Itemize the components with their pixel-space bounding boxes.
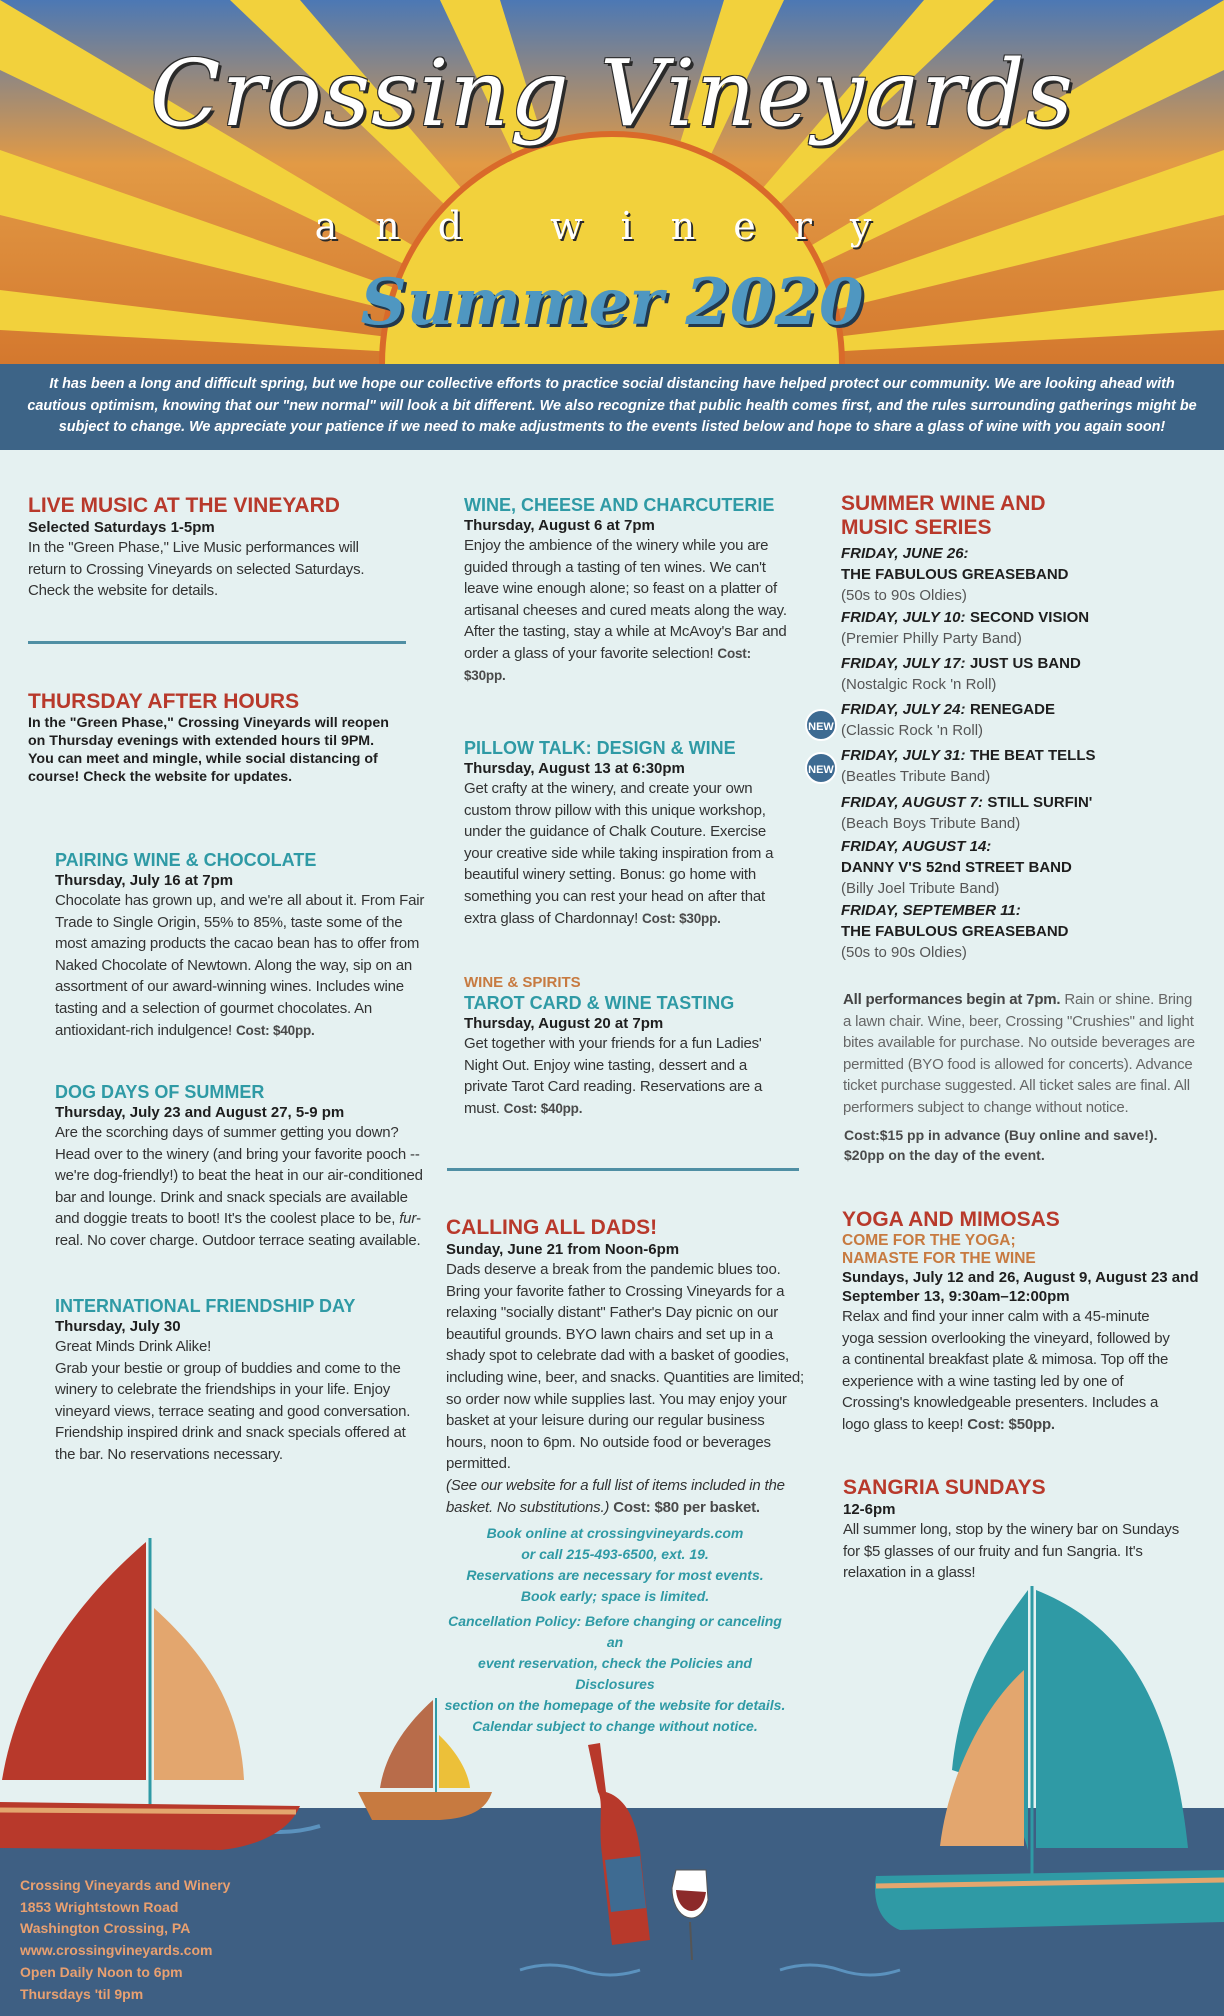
cost-label: Cost: $40pp. bbox=[503, 1100, 583, 1116]
gig-item: FRIDAY, JULY 31: THE BEAT TELLS (Beatles Tribute Band) bbox=[841, 747, 1096, 785]
section-title: YOGA AND MIMOSAS bbox=[842, 1208, 1060, 1231]
gig-item: FRIDAY, JULY 24: RENEGADE (Classic Rock 'n Roll) bbox=[841, 701, 1055, 739]
section-date: Sunday, June 21 from Noon-6pm bbox=[446, 1241, 680, 1258]
section-date: Thursday, July 30 bbox=[55, 1318, 181, 1335]
booking-line: section on the homepage of the website for details. bbox=[444, 1697, 786, 1713]
section-note: (See our website for a full list of items included in the basket. No substitutions.) Cost: $80 per basket. bbox=[446, 1476, 785, 1516]
gig-item: FRIDAY, JULY 10: SECOND VISION (Premier Philly Party Band) bbox=[841, 609, 1090, 647]
section-tagline: Great Minds Drink Alike! bbox=[55, 1338, 212, 1355]
footer-line: Thursdays 'til 9pm bbox=[20, 1985, 144, 2002]
cheese-section bbox=[464, 494, 794, 686]
section-date: Thursday, August 6 at 7pm bbox=[464, 517, 655, 534]
section-kicker: WINE & SPIRITS bbox=[464, 974, 581, 991]
section-title: DOG DAYS OF SUMMER bbox=[55, 1082, 265, 1102]
yoga-section bbox=[842, 1208, 1202, 1436]
intro-banner: It has been a long and difficult spring, but we hope our collective efforts to practice social distancing have helped protect our community. We are looking ahead with cautious optimism, knowing that our "new normal" will look a bit different. We also recognize that public health comes first, and the rules surrounding gatherings might be subject to change. We appreciate your patience if we need to make adjustments to the events listed below and hope to share a glass of wine with you again soon! bbox=[0, 364, 1224, 450]
cost-label: Cost: $30pp. bbox=[642, 910, 721, 926]
tarot-section bbox=[464, 974, 784, 1119]
booking-line: Calendar subject to change without notice. bbox=[472, 1718, 758, 1734]
section-title: INTERNATIONAL FRIENDSHIP DAY bbox=[55, 1296, 356, 1316]
section-body: Grab your bestie or group of buddies and come to the winery to celebrate the friendships in your life. Enjoy vineyard views, terrace seating and good conversation. Friendship inspired drink and snack specials offered at the bar. No reservations necessary. bbox=[55, 1359, 411, 1463]
section-body: Get together with your friends for a fun Ladies' Night Out. Enjoy wine tasting, dessert and a private Tarot Card reading. Reservations are a must. Cost: $40pp. bbox=[464, 1035, 763, 1117]
section-title: LIVE MUSIC AT THE VINEYARD bbox=[28, 494, 340, 517]
section-title: THURSDAY AFTER HOURS bbox=[28, 690, 300, 713]
footer-address bbox=[20, 1875, 230, 2005]
dog-days-section bbox=[55, 1081, 435, 1252]
logo-subtitle: and winery bbox=[314, 204, 910, 248]
gig-item: FRIDAY, AUGUST 7: STILL SURFIN' (Beach Boys Tribute Band) bbox=[841, 794, 1093, 832]
performance-body: All performances begin at 7pm. Rain or shine. Bring a lawn chair. Wine, beer, Crossing "Crushies" and light bites available for purchase. No outside beverages are permitted (BYO food is allowed for concerts). Advance ticket purchase suggested. All ticket sales are final. All performers subject to change without notice. bbox=[843, 991, 1195, 1116]
divider bbox=[447, 1168, 799, 1171]
booking-line: Cancellation Policy: Before changing or canceling an bbox=[448, 1613, 782, 1650]
pairing-section bbox=[55, 849, 425, 1041]
booking-line: Book early; space is limited. bbox=[520, 1588, 710, 1604]
logo-wordmark: Crossing Vineyards bbox=[150, 40, 1074, 147]
sailboat-teal bbox=[875, 1586, 1224, 1930]
section-title: TAROT CARD & WINE TASTING bbox=[464, 993, 735, 1013]
cost-label: Cost: $40pp. bbox=[235, 1022, 315, 1038]
section-title: SANGRIA SUNDAYS bbox=[843, 1476, 1046, 1499]
section-date: Selected Saturdays 1-5pm bbox=[28, 519, 215, 536]
section-body: In the "Green Phase," Live Music performances will return to Crossing Vineyards on selected Saturdays. Check the website for details. bbox=[28, 539, 365, 600]
section-body: In the "Green Phase," Crossing Vineyards will reopen on Thursday evenings with extended hours til 9PM. You can meet and mingle, while social distancing of course! Check the website for updates. bbox=[28, 715, 389, 785]
section-body: Are the scorching days of summer getting you down? Head over to the winery (and bring your favorite pooch -- we're dog-friendly!) to beat the heat in our air-conditioned bar and lounge. Drink and snack specials are available and doggie treats to boot! It's the coolest place to be, fur-real. No cover charge. Outdoor terrace seating available. bbox=[55, 1124, 423, 1249]
season-title: Summer 2020 bbox=[360, 265, 864, 340]
section-title: MUSIC SERIES bbox=[841, 516, 992, 539]
sailboat-small bbox=[358, 1698, 492, 1820]
cost-label: Cost: $50pp. bbox=[967, 1415, 1055, 1433]
section-body: Dads deserve a break from the pandemic blues too. Bring your favorite father to Crossing Vineyards for a relaxing "socially distant" Father's Day picnic on our beautiful grounds. BYO lawn chairs and set up in a shady spot to celebrate dad with a basket of goodies, including wine, beer, and snacks. Quantities are limited; so order now while supplies last. You may enjoy your basket at your leisure during our regular business hours, noon to 6pm. No outside food or beverages permitted. bbox=[446, 1261, 804, 1473]
friendship-section bbox=[55, 1295, 425, 1466]
booking-line[interactable]: or call 215-493-6500, ext. 19. bbox=[521, 1546, 709, 1562]
footer-line: 1853 Wrightstown Road bbox=[20, 1898, 179, 1915]
section-body: Get crafty at the winery, and create your own custom throw pillow with this unique workshop, under the guidance of Chalk Couture. Exercise your creative side while taking inspiration from a beautiful winery setting. Bonus: go home with something you can rest your head on after that extra glass of Chardonnay! Cost: $30pp. bbox=[464, 780, 774, 927]
section-date: Thursday, July 23 and August 27, 5-9 pm bbox=[55, 1104, 345, 1121]
section-body: Enjoy the ambience of the winery while you are guided through a tasting of ten wines. We can't leave wine enough alone; so feast on a platter of artisanal cheeses and cured meats along the way. After the tasting, stay a while at McAvoy's Bar and order a glass of your favorite selection! Cost: $30pp. bbox=[464, 537, 787, 683]
section-kicker: COME FOR THE YOGA; bbox=[842, 1232, 1016, 1249]
dads-section bbox=[446, 1216, 806, 1518]
booking-line: Reservations are necessary for most events. bbox=[466, 1567, 764, 1583]
footer-line: Washington Crossing, PA bbox=[20, 1920, 191, 1937]
booking-line[interactable]: Book online at crossingvineyards.com bbox=[486, 1525, 744, 1541]
gig-item: FRIDAY, SEPTEMBER 11: THE FABULOUS GREASEBAND (50s to 90s Oldies) bbox=[841, 902, 1069, 961]
booking-line: event reservation, check the Policies and Disclosures bbox=[478, 1655, 752, 1692]
sailboat-red bbox=[0, 1538, 300, 1850]
after-hours-section bbox=[28, 690, 408, 786]
section-title: SUMMER WINE AND bbox=[841, 492, 1046, 515]
section-date: Thursday, August 20 at 7pm bbox=[464, 1015, 664, 1032]
footer-line: Crossing Vineyards and Winery bbox=[20, 1877, 231, 1893]
gig-item: FRIDAY, JUNE 26: THE FABULOUS GREASEBAND (50s to 90s Oldies) bbox=[841, 545, 1069, 604]
performance-cost: Cost:$15 pp in advance (Buy online and save!). $20pp on the day of the event. bbox=[844, 1126, 1158, 1163]
live-music-section bbox=[28, 494, 408, 602]
gig-item: FRIDAY, AUGUST 14: DANNY V'S 52nd STREET BAND (Billy Joel Tribute Band) bbox=[841, 838, 1072, 897]
music-series-header bbox=[841, 492, 1171, 540]
cost-label: Cost: $30pp. bbox=[464, 645, 751, 683]
gig-item: FRIDAY, JULY 17: JUST US BAND (Nostalgic Rock 'n Roll) bbox=[841, 655, 1081, 693]
footer-line: Open Daily Noon to 6pm bbox=[20, 1963, 183, 1980]
section-title: PILLOW TALK: DESIGN & WINE bbox=[464, 738, 736, 758]
section-body: Chocolate has grown up, and we're all about it. From Fair Trade to Single Origin, 55% to 85%, taste some of the most amazing products the cacao bean has to offer from Naked Chocolate of Newtown. Along the way, sip on an assortment of our award-winning wines. Includes wine tasting and a selection of gourmet chocolates. An antioxidant-rich indulgence! Cost: $40pp. bbox=[55, 892, 425, 1039]
section-date: Thursday, August 13 at 6:30pm bbox=[464, 760, 685, 777]
new-badge: NEW bbox=[805, 752, 837, 784]
cost-label: Cost: $80 per basket. bbox=[613, 1498, 760, 1516]
section-date: 12-6pm bbox=[843, 1501, 896, 1518]
section-title: CALLING ALL DADS! bbox=[446, 1216, 658, 1239]
section-title: WINE, CHEESE AND CHARCUTERIE bbox=[464, 495, 775, 515]
section-body: Relax and find your inner calm with a 45-minute yoga session overlooking the vineyard, followed by a continental breakfast plate & mimosa. Top off the experience with a wine tasting led by one of Crossing's knowledgeable presenters. Includes a logo glass to keep! Cost: $50pp. bbox=[842, 1308, 1170, 1433]
divider bbox=[28, 641, 406, 644]
section-body: All summer long, stop by the winery bar on Sundays for $5 glasses of our fruity and fun Sangria. It's relaxation in a glass! bbox=[843, 1521, 1180, 1582]
section-date: Thursday, July 16 at 7pm bbox=[55, 872, 234, 889]
section-kicker: NAMASTE FOR THE WINE bbox=[842, 1250, 1036, 1267]
footer-link[interactable]: www.crossingvineyards.com bbox=[20, 1942, 213, 1959]
section-date: Sundays, July 12 and 26, August 9, August 23 and September 13, 9:30am–12:00pm bbox=[842, 1269, 1199, 1305]
new-badge: NEW bbox=[805, 709, 837, 741]
section-title: PAIRING WINE & CHOCOLATE bbox=[55, 850, 317, 870]
performance-info bbox=[843, 989, 1201, 1165]
pillow-section bbox=[464, 737, 780, 929]
